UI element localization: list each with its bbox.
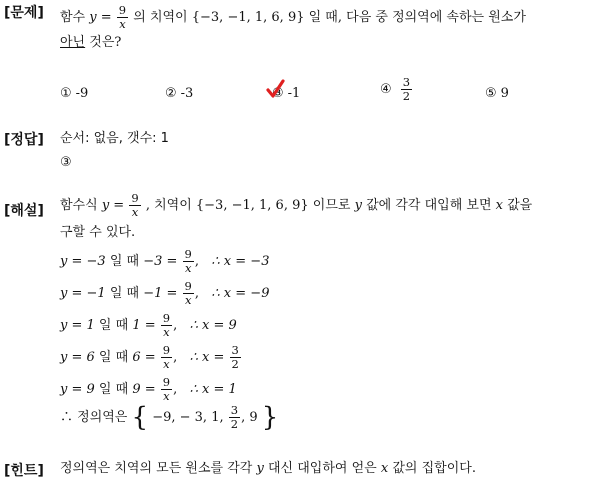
explanation-row: y = 1 일 때 1 = $\frac{9}{x}$ , ∴ x = 9 xyxy=(60,311,237,339)
hint-tag: [힌트] xyxy=(4,463,44,479)
choice-4[interactable]: ④ $\frac{3}{2}$ xyxy=(380,75,411,103)
explanation-line-1: 함수식 y = $\frac{9}{x}$ , 치역이 {−3, −1, 1, 6, 9} 이므로 y 값에 각각 대입해 보면 x 값을 xyxy=(60,191,533,219)
answer-tag: [정답] xyxy=(4,132,44,148)
explanation-conclusion: ∴ 정의역은 { −9, − 3, 1, $\frac{3}{2}$ , 9 } xyxy=(60,402,279,433)
choice-1[interactable]: ① -9 xyxy=(60,86,89,101)
underlined-word: 아닌 xyxy=(60,35,86,50)
problem-tag: [문제] xyxy=(4,5,44,21)
function-fraction: $\frac{9}{x}$ xyxy=(118,3,127,31)
explanation-row: y = 9 일 때 9 = $\frac{9}{x}$ , ∴ x = 1 xyxy=(60,375,237,403)
problem-text: 의 치역이 {−3, −1, 1, 6, 9} 일 때, 다음 중 정의역에 속하는 원소가 xyxy=(133,10,526,25)
answer-line-1: 순서: 없음, 갯수: 1 xyxy=(60,131,169,146)
checkmark-icon xyxy=(264,78,286,100)
problem-text: 것은? xyxy=(89,35,122,50)
choice-2[interactable]: ② -3 xyxy=(165,86,194,101)
explanation-row: y = −1 일 때 −1 = $\frac{9}{x}$ , ∴ x = −9 xyxy=(60,279,270,307)
answer-choice: ③ xyxy=(60,155,72,170)
problem-text: 함수 xyxy=(60,10,86,25)
problem-line-1 xyxy=(60,4,526,31)
explanation-tag: [해설] xyxy=(4,203,44,219)
explanation-row: y = 6 일 때 6 = $\frac{9}{x}$ , ∴ x = $\frac{3}{2}$ xyxy=(60,343,239,371)
choice-5[interactable]: ⑤ 9 xyxy=(485,86,509,101)
explanation-row: y = −3 일 때 −3 = $\frac{9}{x}$ , ∴ x = −3 xyxy=(60,247,270,275)
choice-3[interactable]: ③ -1 xyxy=(272,86,300,101)
explanation-line-2: 구할 수 있다. xyxy=(60,225,136,240)
function-lhs: y = xyxy=(89,10,112,25)
hint-text: 정의역은 치역의 모든 원소를 각각 y 대신 대입하여 얻은 x 값의 집합이다. xyxy=(60,461,476,476)
problem-line-2 xyxy=(60,34,121,52)
